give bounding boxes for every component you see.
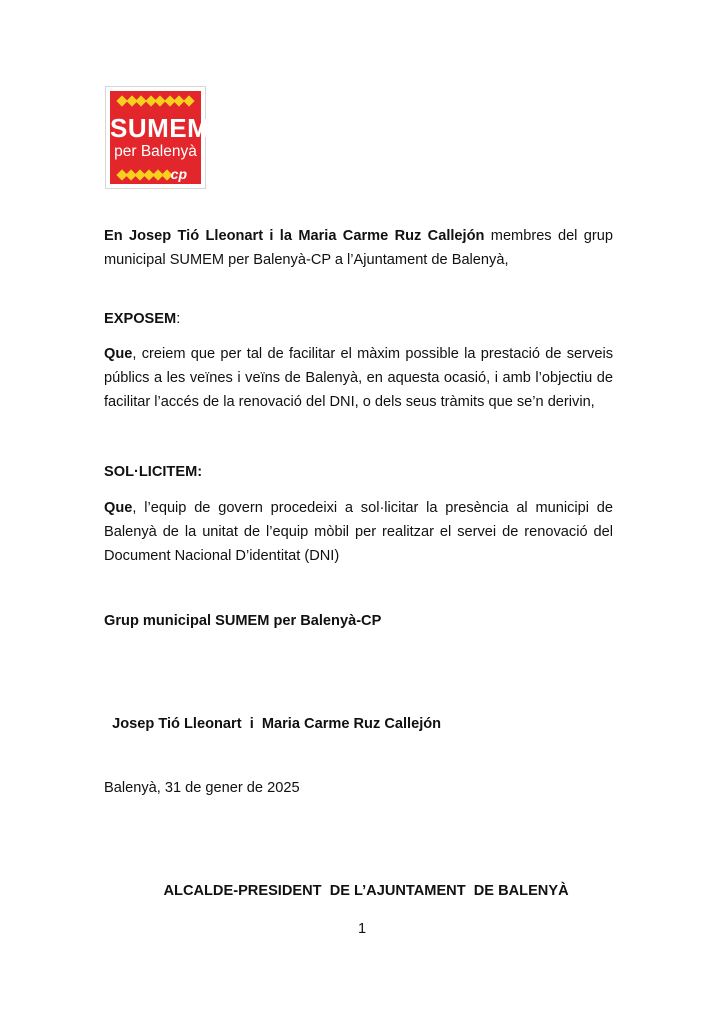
sumem-logo <box>105 86 210 189</box>
logo-cp-mark: cp <box>170 166 187 182</box>
page-number: 1 <box>357 921 367 937</box>
logo-subtitle: per Balenyà <box>114 143 197 160</box>
logo-red-panel <box>110 91 210 184</box>
group-signature: Grup municipal SUMEM per Balenyà-CP <box>104 613 382 629</box>
logo-diamond-row-bottom <box>118 168 171 181</box>
exposem-paragraph <box>104 342 613 414</box>
exposem-lead: Que <box>104 346 133 362</box>
date-line: Balenyà, 31 de gener de 2025 <box>104 780 300 796</box>
intro-paragraph <box>104 224 613 272</box>
intro-names: En Josep Tió Lleonart i la Maria Carme Ruz Callejón <box>104 228 485 244</box>
sollicitem-body: , l’equip de govern procedeixi a sol·licitar la presència al municipi de Balenyà de la unitat de l’equip mòbil per realitzar el servei de renovació del Document Nacional D’identitat (DNI) <box>104 500 613 564</box>
intro-text: membres del grup municipal SUMEM per Balenyà-CP a l’Ajuntament de Balenyà, <box>104 228 613 268</box>
logo-title: SUMEM <box>110 113 210 143</box>
signers-line: Josep Tió Lleonart i Maria Carme Ruz Callejón <box>112 716 442 732</box>
sollicitem-heading: SOL·LICITEM: <box>104 464 203 480</box>
exposem-heading: EXPOSEM: <box>104 311 181 327</box>
exposem-body: , creiem que per tal de facilitar el màxim possible la prestació de serveis públics a les veïnes i veïns de Balenyà, en aquesta ocasió, i amb l’objectiu de facilitar l’accés de la renovació del DNI, o dels seus tràmits que se’n derivin, <box>104 346 613 410</box>
logo-diamond-row-top <box>118 94 193 107</box>
sollicitem-lead: Que <box>104 500 133 516</box>
addressee-line: ALCALDE-PRESIDENT DE L’AJUNTAMENT DE BALENYÀ <box>163 883 569 899</box>
sollicitem-paragraph <box>104 496 613 568</box>
